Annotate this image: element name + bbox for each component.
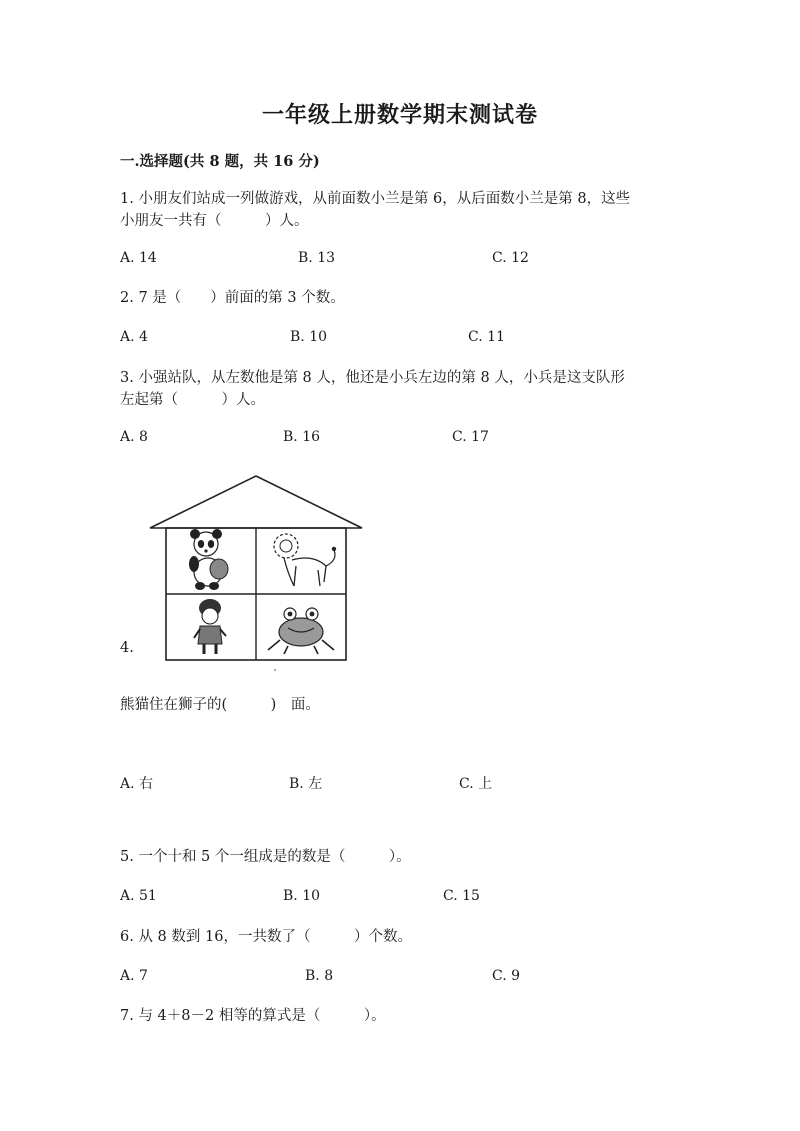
q2-option-b: B. 10 — [290, 329, 328, 345]
page-title: 一年级上册数学期末测试卷 — [261, 102, 538, 128]
q1-option-b: B. 13 — [298, 250, 336, 266]
question-5-text: 5. 一个十和 5 个一组成是的数是（ ）。 — [120, 849, 411, 865]
child-icon — [194, 599, 226, 654]
q6-option-b: B. 8 — [305, 968, 334, 984]
question-4-number: 4. — [120, 640, 134, 656]
question-1-line-2: 小朋友一共有（ ）人。 — [120, 213, 309, 229]
question-3-line-2: 左起第（ ）人。 — [120, 392, 265, 408]
question-3-line-1: 3. 小强站队，从左数他是第 8 人，他还是小兵左边的第 8 人，小兵是这支队形 — [120, 370, 625, 386]
frog-icon — [268, 608, 334, 654]
q5-option-b: B. 10 — [283, 888, 321, 904]
panda-icon — [189, 529, 228, 590]
q5-option-a: A. 51 — [120, 888, 157, 904]
q3-option-c: C. 17 — [452, 429, 489, 445]
question-6-text: 6. 从 8 数到 16，一共数了（ ）个数。 — [120, 929, 412, 945]
q2-option-c: C. 11 — [468, 329, 505, 345]
house-picture — [148, 474, 364, 680]
q1-option-a: A. 14 — [120, 250, 157, 266]
q3-option-a: A. 8 — [120, 429, 148, 445]
q4-option-a: A. 右 — [120, 776, 154, 792]
q2-option-a: A. 4 — [120, 329, 148, 345]
q4-option-b: B. 左 — [289, 776, 323, 792]
q6-option-c: C. 9 — [492, 968, 521, 984]
q1-option-c: C. 12 — [492, 250, 529, 266]
q3-option-b: B. 16 — [283, 429, 321, 445]
question-7-text: 7. 与 4＋8－2 相等的算式是（ ）。 — [120, 1008, 386, 1024]
question-1-line-1: 1. 小朋友们站成一列做游戏，从前面数小兰是第 6，从后面数小兰是第 8，这些 — [120, 191, 631, 207]
question-4-text: 熊猫住在狮子的( ) 面。 — [120, 697, 320, 713]
lion-icon — [274, 534, 336, 586]
q6-option-a: A. 7 — [120, 968, 148, 984]
q5-option-c: C. 15 — [443, 888, 480, 904]
question-2-text: 2. 7 是（ ）前面的第 3 个数。 — [120, 290, 345, 306]
q4-option-c: C. 上 — [459, 776, 493, 792]
section-heading: 一.选择题(共 8 题，共 16 分) — [120, 153, 320, 170]
